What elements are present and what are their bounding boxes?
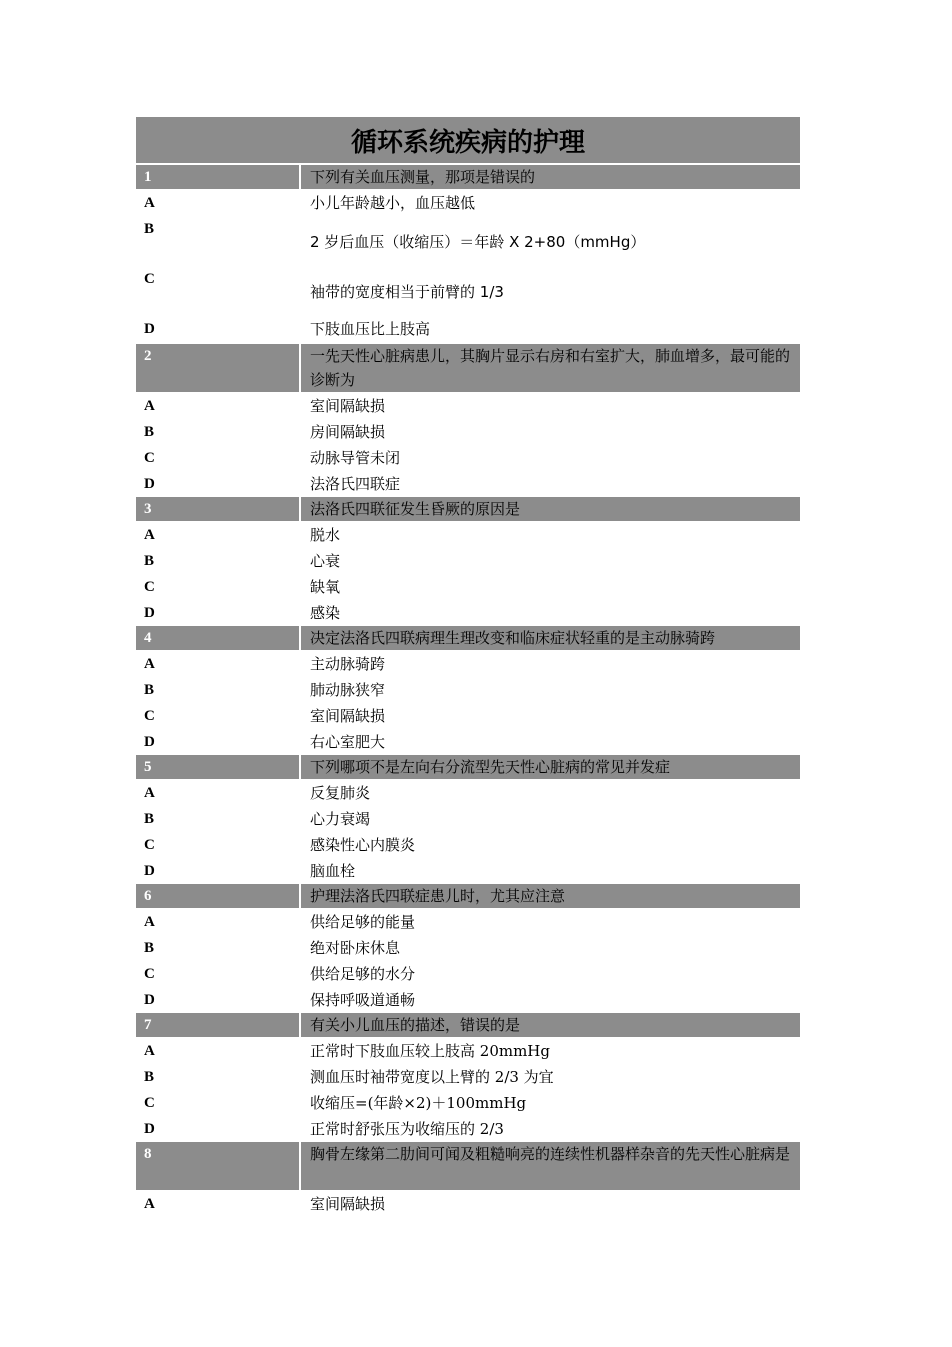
option-letter: B xyxy=(144,1069,155,1085)
question-number: 7 xyxy=(136,1013,301,1037)
option-letter: C xyxy=(144,708,155,724)
question-row xyxy=(136,344,800,394)
option-text: 供给足够的能量 xyxy=(310,913,416,931)
option-text: 绝对卧床休息 xyxy=(310,939,401,957)
option-row xyxy=(136,394,800,420)
question-row xyxy=(136,1142,800,1192)
option-letter: A xyxy=(144,914,155,930)
question-row xyxy=(136,755,800,781)
option-row xyxy=(136,523,800,549)
option-row xyxy=(136,317,800,344)
option-row xyxy=(136,575,800,601)
option-letter: A xyxy=(144,1196,155,1212)
option-text: 2 岁后血压（收缩压）＝年龄 X 2+80（mmHg） xyxy=(310,233,646,251)
question-number: 1 xyxy=(136,165,301,189)
option-text: 肺动脉狭窄 xyxy=(310,681,386,699)
option-text: 室间隔缺损 xyxy=(310,707,386,725)
option-letter: D xyxy=(144,321,155,337)
option-letter: A xyxy=(144,785,155,801)
question-row xyxy=(136,1013,800,1039)
option-letter: B xyxy=(144,424,155,440)
question-text: 法洛氏四联征发生昏厥的原因是 xyxy=(310,500,521,518)
question-text: 下列哪项不是左向右分流型先天性心脏病的常见并发症 xyxy=(310,758,671,776)
option-letter: C xyxy=(144,450,155,466)
question-number: 6 xyxy=(136,884,301,908)
option-letter: D xyxy=(144,605,155,621)
option-row xyxy=(136,936,800,962)
option-row xyxy=(136,962,800,988)
question-row xyxy=(136,626,800,652)
option-row xyxy=(136,549,800,575)
option-text: 缺氧 xyxy=(310,578,341,596)
option-row xyxy=(136,730,800,755)
option-text: 心力衰竭 xyxy=(310,810,371,828)
option-letter: A xyxy=(144,195,155,211)
question-row xyxy=(136,497,800,523)
option-row xyxy=(136,678,800,704)
option-letter: C xyxy=(144,837,155,853)
option-text: 室间隔缺损 xyxy=(310,1195,386,1213)
option-letter: A xyxy=(144,1043,155,1059)
question-text: 决定法洛氏四联病理生理改变和临床症状轻重的是主动脉骑跨 xyxy=(310,629,716,647)
page-title: 循环系统疾病的护理 xyxy=(136,117,800,165)
option-row xyxy=(136,652,800,678)
option-row xyxy=(136,781,800,807)
option-row xyxy=(136,704,800,730)
option-text: 右心室肥大 xyxy=(310,733,386,751)
question-text: 胸骨左缘第二肋间可闻及粗糙响亮的连续性机器样杂音的先天性心脏病是 xyxy=(310,1145,791,1163)
option-row xyxy=(136,217,800,267)
option-row xyxy=(136,988,800,1013)
option-letter: B xyxy=(144,221,155,237)
option-letter: D xyxy=(144,1121,155,1137)
option-letter: C xyxy=(144,966,155,982)
question-number: 8 xyxy=(136,1142,301,1190)
option-letter: A xyxy=(144,656,155,672)
question-number: 4 xyxy=(136,626,301,650)
option-text: 心衰 xyxy=(310,552,341,570)
option-text: 正常时舒张压为收缩压的 2/3 xyxy=(310,1120,504,1138)
option-row xyxy=(136,833,800,859)
option-letter: D xyxy=(144,992,155,1008)
option-text: 感染性心内膜炎 xyxy=(310,836,416,854)
option-row xyxy=(136,1091,800,1117)
option-row xyxy=(136,1192,800,1219)
option-row xyxy=(136,601,800,626)
question-text: 护理法洛氏四联症患儿时，尤其应注意 xyxy=(310,887,566,905)
option-text: 脱水 xyxy=(310,526,341,544)
option-letter: D xyxy=(144,863,155,879)
option-letter: B xyxy=(144,553,155,569)
quiz-table xyxy=(136,117,800,1219)
option-text: 感染 xyxy=(310,604,341,622)
question-row xyxy=(136,884,800,910)
option-letter: B xyxy=(144,811,155,827)
option-row xyxy=(136,859,800,884)
option-letter: D xyxy=(144,476,155,492)
option-row xyxy=(136,191,800,217)
option-letter: C xyxy=(144,271,155,287)
option-text: 室间隔缺损 xyxy=(310,397,386,415)
question-number: 2 xyxy=(136,344,301,392)
question-number: 5 xyxy=(136,755,301,779)
option-text: 脑血栓 xyxy=(310,862,356,880)
option-letter: C xyxy=(144,1095,155,1111)
option-text: 正常时下肢血压较上肢高 20mmHg xyxy=(310,1042,550,1060)
option-text: 小儿年龄越小，血压越低 xyxy=(310,194,476,212)
option-letter: A xyxy=(144,527,155,543)
option-text: 袖带的宽度相当于前臂的 1/3 xyxy=(310,283,504,301)
option-row xyxy=(136,1065,800,1091)
option-letter: D xyxy=(144,734,155,750)
question-number: 3 xyxy=(136,497,301,521)
option-letter: B xyxy=(144,682,155,698)
option-letter: A xyxy=(144,398,155,414)
option-text: 供给足够的水分 xyxy=(310,965,416,983)
option-text: 房间隔缺损 xyxy=(310,423,386,441)
option-letter: C xyxy=(144,579,155,595)
option-text: 收缩压=(年龄×2)＋100mmHg xyxy=(310,1094,527,1112)
option-text: 反复肺炎 xyxy=(310,784,371,802)
option-row xyxy=(136,1117,800,1142)
option-letter: B xyxy=(144,940,155,956)
question-text: 有关小儿血压的描述，错误的是 xyxy=(310,1016,521,1034)
option-row xyxy=(136,446,800,472)
question-row xyxy=(136,165,800,191)
option-text: 下肢血压比上肢高 xyxy=(310,320,431,338)
question-text: 一先天性心脏病患儿，其胸片显示右房和右室扩大，肺血增多，最可能的诊断为 xyxy=(310,347,791,389)
option-row xyxy=(136,807,800,833)
option-row xyxy=(136,267,800,317)
option-row xyxy=(136,420,800,446)
option-text: 法洛氏四联症 xyxy=(310,475,401,493)
question-text: 下列有关血压测量，那项是错误的 xyxy=(310,168,536,186)
option-text: 动脉导管未闭 xyxy=(310,449,401,467)
option-row xyxy=(136,472,800,497)
option-row xyxy=(136,1039,800,1065)
option-text: 测血压时袖带宽度以上臂的 2/3 为宜 xyxy=(310,1068,554,1086)
option-row xyxy=(136,910,800,936)
option-text: 主动脉骑跨 xyxy=(310,655,386,673)
option-text: 保持呼吸道通畅 xyxy=(310,991,416,1009)
